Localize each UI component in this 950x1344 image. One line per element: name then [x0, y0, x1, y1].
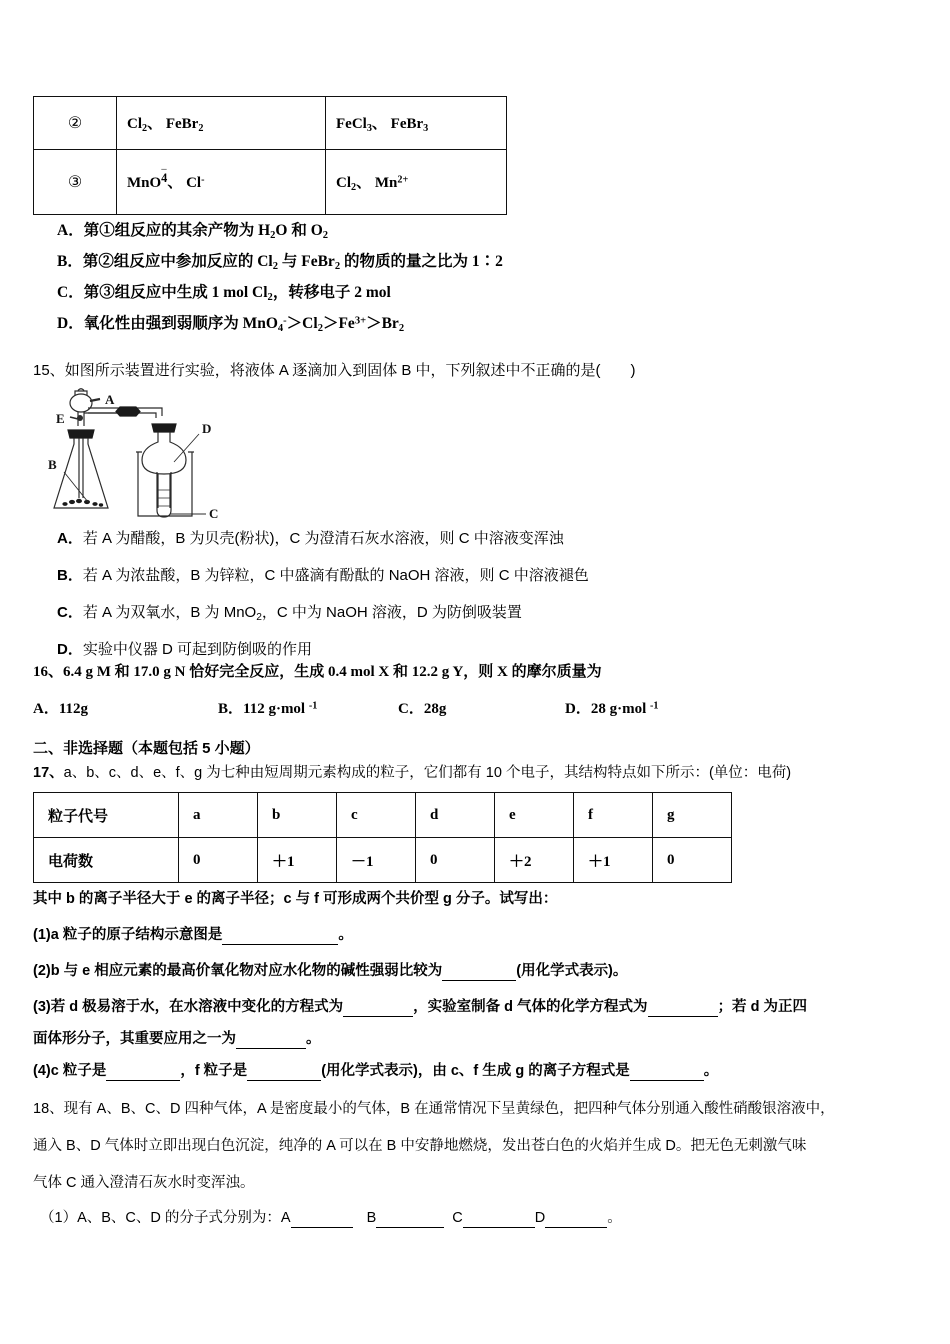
answer-blank[interactable] [463, 1210, 535, 1228]
particle-b: b [258, 793, 337, 838]
answer-blank[interactable] [291, 1210, 353, 1228]
flask-lower-neck [158, 474, 170, 508]
q18-line2: 通入 B、D 气体时立即出现白色沉淀，纯净的 A 可以在 B 中安静地燃烧，发出苍白色的火焰并生成 D。把无色无刺激气味 [33, 1138, 807, 1154]
option-letter: C． [398, 701, 424, 717]
label-line-d [174, 434, 199, 462]
answer-blank[interactable] [630, 1063, 704, 1081]
charge-a: 0 [179, 838, 258, 883]
option-letter: B． [57, 253, 83, 270]
option-letter: D． [57, 315, 84, 332]
row-header-charge: 电荷数 [34, 838, 179, 883]
q15-option-d [57, 641, 312, 659]
q16-stem [33, 663, 602, 681]
q17-sub4 [33, 1063, 718, 1081]
liquid-lines [158, 490, 170, 506]
particle-d: d [416, 793, 495, 838]
q17-sub4-tail: 。 [703, 1063, 719, 1079]
reactants-cell: MnO– 4、 Cl- [117, 150, 326, 215]
option-letter: A． [33, 701, 59, 717]
option-letter: B． [218, 701, 244, 717]
answer-blank[interactable] [442, 963, 516, 981]
q16-option-d [565, 700, 659, 718]
redox-groups-table [33, 96, 507, 215]
q16-stem-text: 6.4 g M 和 17.0 g N 恰好完全反应，生成 0.4 mol X 和 12.2 g Y，则 X 的摩尔质量为 [63, 664, 602, 680]
particle-f: f [574, 793, 653, 838]
q18-sub1-d: D [534, 1210, 546, 1226]
particle-e: e [495, 793, 574, 838]
answer-blank[interactable] [247, 1063, 321, 1081]
q17-sub1-tail: 。 [338, 927, 353, 943]
option-letter: D． [57, 641, 83, 658]
q17-sub3-line2-a: 面体形分子，其重要应用之一为 [33, 1031, 236, 1047]
q15-option-a [57, 530, 564, 548]
q16-option-b [218, 700, 317, 718]
option-letter: B． [57, 567, 83, 584]
table-row [34, 97, 507, 150]
charge-e: ＋2 [495, 838, 574, 883]
conical-flask [54, 438, 108, 508]
q14-option-c [57, 284, 391, 305]
table-row [34, 838, 732, 883]
option-letter: C． [57, 284, 84, 301]
q15-stem [33, 362, 636, 380]
figure-label-d: D [202, 421, 212, 436]
rubber-stopper-round-flask [152, 424, 176, 432]
answer-blank[interactable] [343, 999, 413, 1017]
q17-sub3-b: ，实验室制备 d 气体的化学方程式为 [413, 999, 648, 1015]
q18-sub1-a: （1）A、B、C、D 的分子式分别为：A [40, 1210, 291, 1226]
option-text: 若 A 为双氧水，B 为 MnO$_2$，C 中为 NaOH 溶液，D 为防倒吸装置 [82, 604, 522, 623]
option-letter: C． [57, 604, 83, 621]
figure-label-a: A [105, 392, 115, 407]
label-line-b [64, 472, 88, 502]
q17-condition: 其中 b 的离子半径大于 e 的离子半径；c 与 f 可形成两个共价型 g 分子。试写出： [33, 891, 558, 907]
answer-blank[interactable] [545, 1210, 607, 1228]
figure-label-b: B [48, 457, 57, 472]
q15-option-c [57, 604, 522, 624]
products-cell: FeCl$_3$、 FeBr$_3$ [326, 97, 507, 150]
option-text: 28 g·mol $^{-1}$ [590, 700, 659, 717]
q17-sub3-line1 [33, 999, 807, 1017]
q17-sub4-a: (4)c 粒子是 [33, 1063, 107, 1079]
q16-number: 16、 [33, 664, 64, 680]
charge-b: ＋1 [258, 838, 337, 883]
answer-blank[interactable] [376, 1210, 444, 1228]
option-text: 实验中仪器 D 可起到防倒吸的作用 [82, 641, 313, 658]
q17-stem [33, 765, 791, 782]
q14-option-d [57, 315, 404, 336]
option-text: 若 A 为浓盐酸，B 为锌粒，C 中盛滴有酚酞的 NaOH 溶液，则 C 中溶液褪色 [82, 567, 589, 584]
apparatus-svg [44, 386, 234, 526]
funnel-cap [78, 389, 84, 391]
option-text: 112g [58, 701, 89, 717]
section-2-heading: 二、非选择题（本题包括 5 小题） [33, 740, 260, 757]
q15-number: 15、 [33, 362, 65, 379]
answer-blank[interactable] [648, 999, 718, 1017]
option-letter: D． [565, 701, 591, 717]
q17-stem-text: a、b、c、d、e、f、g 为七种由短周期元素构成的粒子，它们都有 10 个电子，其结构特点如下所示：(单位：电荷) [63, 765, 792, 781]
products-cell: $Cl_2$、 $Mn^{2+}$ [326, 150, 507, 215]
q18-number: 18、 [33, 1101, 64, 1117]
q17-sub3-line2-tail: 。 [306, 1031, 321, 1047]
option-text: 氧化性由强到弱顺序为 $MnO_4^->Cl_2>Fe^{3+}>Br_2$ [83, 315, 405, 334]
experiment-apparatus-figure [44, 386, 234, 526]
q17-sub2 [33, 963, 627, 981]
figure-label-c: C [209, 506, 219, 521]
row-header-particle-code: 粒子代号 [34, 793, 179, 838]
q14-option-a [57, 222, 328, 243]
q16-option-c [398, 700, 446, 718]
q18-sub1-b: B [366, 1210, 377, 1226]
option-text: 第①组反应的其余产物为 $H_2O$ 和 $O_2$ [83, 222, 329, 241]
q15-stem-text: 如图所示装置进行实验，将液体 A 逐滴加入到固体 B 中，下列叙述中不正确的是( ) [64, 362, 636, 379]
round-bottom-flask [142, 432, 186, 474]
q18-sub1-c: C [452, 1210, 463, 1226]
charge-d: 0 [416, 838, 495, 883]
option-text: 28g [423, 701, 447, 717]
q15-option-b [57, 567, 589, 585]
particle-c: c [337, 793, 416, 838]
q17-sub4-b: ，f 粒子是 [180, 1063, 248, 1079]
stopper-knob [77, 415, 83, 421]
q14-option-b [57, 253, 503, 274]
q17-sub3-c: ；若 d 为正四 [717, 999, 807, 1015]
charge-f: ＋1 [574, 838, 653, 883]
particles-charge-table [33, 792, 732, 883]
q18-line3: 气体 C 通入澄清石灰水时变浑浊。 [33, 1175, 255, 1191]
test-tube-c [157, 472, 171, 517]
q18-sub1 [40, 1210, 622, 1228]
q18-line1-text: 现有 A、B、C、D 四种气体，A 是密度最小的气体，B 在通常情况下呈黄绿色，把四种气体分别通入酸性硝酸银溶液中， [63, 1101, 835, 1117]
option-text: 第③组反应中生成 1 mol $Cl_2$，转移电子 2 mol [83, 284, 391, 303]
q17-sub2-tail: (用化学式表示)。 [516, 963, 628, 979]
q17-sub1 [33, 927, 353, 945]
dropping-funnel-bulb [70, 394, 92, 412]
q17-sub1-text: (1)a 粒子的原子结构示意图是 [33, 927, 223, 943]
q17-sub2-text: (2)b 与 e 相应元素的最高价氧化物对应水化物的碱性强弱比较为 [33, 963, 443, 979]
pinch-clamp [116, 407, 140, 416]
inner-tube [79, 438, 83, 498]
option-text: 若 A 为醋酸，B 为贝壳(粉状)，C 为澄清石灰水溶液，则 C 中溶液变浑浊 [82, 530, 564, 547]
reactants-cell: $Cl_2$、 FeBr$_2$ [117, 97, 326, 150]
charge-c: －1 [337, 838, 416, 883]
q18-sub1-tail: 。 [607, 1210, 622, 1226]
option-letter: A． [57, 222, 84, 239]
table-row [34, 150, 507, 215]
group-number-cell: ③ [34, 150, 117, 215]
answer-blank[interactable] [222, 927, 338, 945]
q16-option-a [33, 700, 88, 718]
option-letter: A． [57, 530, 83, 547]
figure-label-e: E [56, 411, 65, 426]
rubber-stopper-flask [68, 430, 94, 438]
answer-blank[interactable] [236, 1031, 306, 1049]
answer-blank[interactable] [106, 1063, 180, 1081]
q18-line1 [33, 1101, 835, 1118]
charge-g: 0 [653, 838, 732, 883]
q17-sub3-line2 [33, 1031, 321, 1049]
side-tube-e [70, 417, 78, 419]
group-number-cell: ② [34, 97, 117, 150]
q17-number: 17、 [33, 765, 64, 781]
option-text: 第②组反应中参加反应的 $Cl_2$ 与 FeBr$_2$ 的物质的量之比为 1∶2 [82, 253, 503, 272]
table-row [34, 793, 732, 838]
particle-a: a [179, 793, 258, 838]
q17-sub4-c: (用化学式表示)，由 c、f 生成 g 的离子方程式是 [321, 1063, 630, 1079]
q17-sub3-a: (3)若 d 极易溶于水，在水溶液中变化的方程式为 [33, 999, 344, 1015]
particle-g: g [653, 793, 732, 838]
option-text: 112 g·mol $^{-1}$ [243, 700, 318, 717]
solid-granules [62, 499, 103, 507]
